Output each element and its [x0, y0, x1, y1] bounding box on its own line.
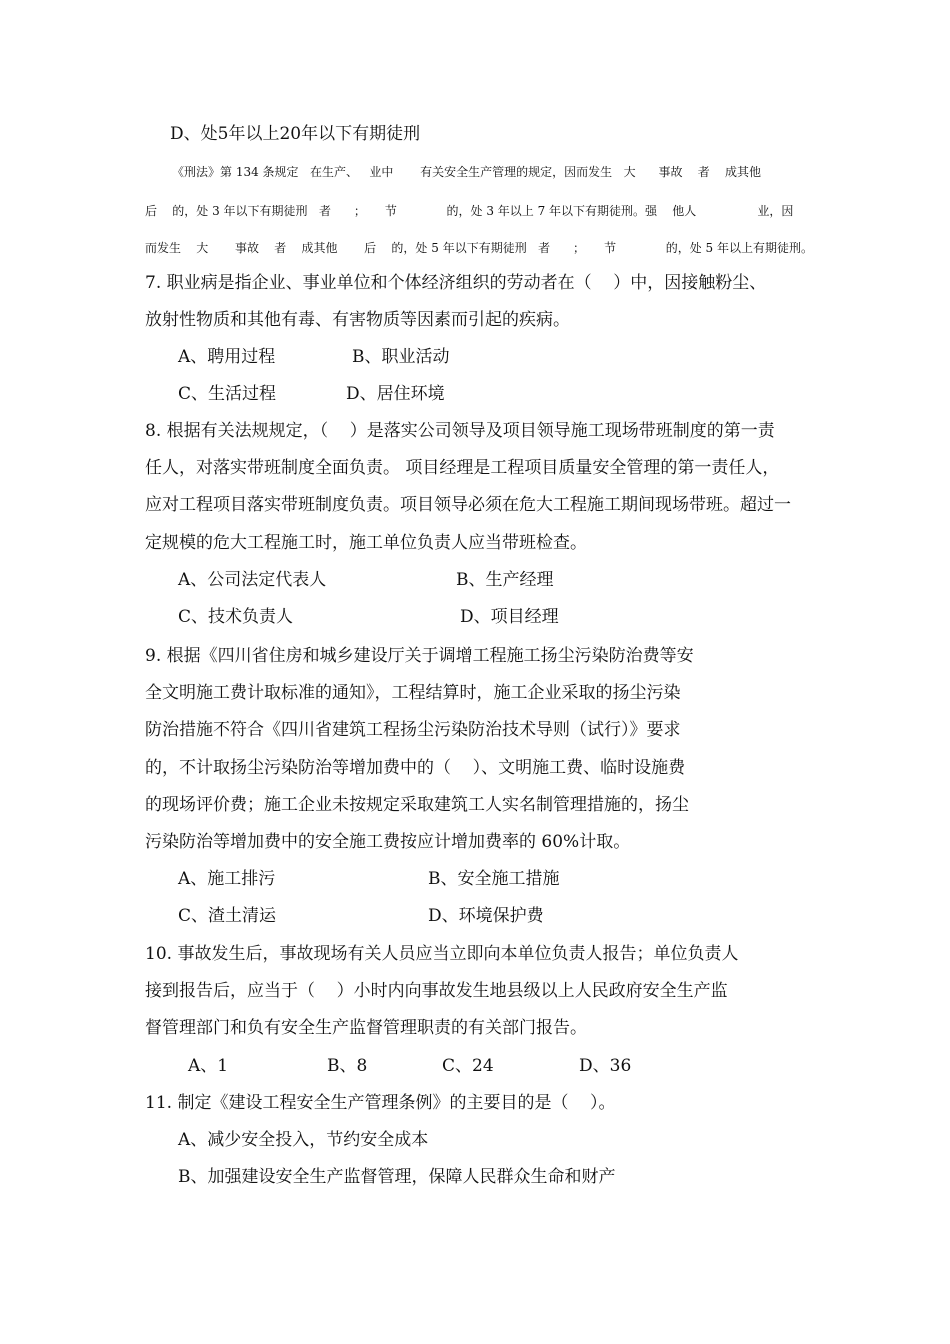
option-d: D、36: [579, 1056, 632, 1076]
question-line: 的，不计取扬尘污染防治等增加费中的（ ）、文明施工费、临时设施费: [145, 758, 686, 778]
note-line: 而发生 大 事故 者 成其他 后 的，处 5 年以下有期徒刑 者 ； 节 的，处 5 年以上有期徒刑。: [145, 241, 813, 255]
question-line: 定规模的危大工程施工时，施工单位负责人应当带班检查。: [145, 533, 587, 553]
option-d: D、项目经理: [460, 607, 559, 627]
option-a: A、减少安全投入，节约安全成本: [178, 1130, 429, 1150]
question-line: 督管理部门和负有安全生产监督管理职责的有关部门报告。: [145, 1018, 587, 1038]
note-line: 《刑法》第 134 条规定 在生产、 业中 有关安全生产管理的规定，因而发生 大 事故 者 成其他: [172, 165, 761, 179]
option-c: C、生活过程: [178, 384, 277, 404]
question-line: 7. 职业病是指企业、事业单位和个体经济组织的劳动者在（ ）中，因接触粉尘、: [145, 273, 767, 293]
question-line: 11. 制定《建设工程安全生产管理条例》的主要目的是（ ）。: [145, 1093, 616, 1113]
question-line: 任人，对落实带班制度全面负责。 项目经理是工程项目质量安全管理的第一责任人，: [145, 458, 780, 478]
option-a: A、聘用过程: [178, 347, 276, 367]
option-c: C、24: [442, 1056, 494, 1076]
option-a: A、1: [188, 1056, 229, 1076]
question-line: 接到报告后，应当于（ ）小时内向事故发生地县级以上人民政府安全生产监: [145, 981, 728, 1001]
question-line: 8. 根据有关法规规定，（ ）是落实公司领导及项目领导施工现场带班制度的第一责: [145, 421, 775, 441]
question-line: 9. 根据《四川省住房和城乡建设厅关于调增工程施工扬尘污染防治费等安: [145, 646, 694, 666]
option-c: C、技术负责人: [178, 607, 294, 627]
option-a: A、施工排污: [178, 869, 276, 889]
option-a: A、公司法定代表人: [178, 570, 327, 590]
option-b: B、加强建设安全生产监督管理，保障人民群众生命和财产: [178, 1167, 616, 1187]
option-d: D、居住环境: [346, 384, 445, 404]
question-line: 的现场评价费；施工企业未按规定采取建筑工人实名制管理措施的，扬尘: [145, 795, 689, 815]
option-b: B、职业活动: [352, 347, 450, 367]
option-c: C、渣土清运: [178, 906, 277, 926]
question-line: 防治措施不符合《四川省建筑工程扬尘污染防治技术导则（试行）》要求: [145, 720, 681, 740]
option-d: D、环境保护费: [428, 906, 544, 926]
question-line: 10. 事故发生后，事故现场有关人员应当立即向本单位负责人报告；单位负责人: [145, 944, 739, 964]
question-line: 全文明施工费计取标准的通知》，工程结算时，施工企业采取的扬尘污染: [145, 683, 681, 703]
option-b: B、8: [327, 1056, 368, 1076]
question-line: 污染防治等增加费中的安全施工费按应计增加费率的 60%计取。: [145, 832, 631, 852]
option-d: D、处5年以上20年以下有期徒刑: [170, 124, 421, 144]
question-line: 放射性物质和其他有毒、有害物质等因素而引起的疾病。: [145, 310, 570, 330]
option-b: B、安全施工措施: [428, 869, 560, 889]
option-b: B、生产经理: [456, 570, 554, 590]
question-line: 应对工程项目落实带班制度负责。项目领导必须在危大工程施工期间现场带班。超过一: [145, 495, 791, 515]
note-line: 后 的，处 3 年以下有期徒刑 者 ； 节 的，处 3 年以上 7 年以下有期徒刑。强 他人 业，因: [145, 204, 794, 218]
